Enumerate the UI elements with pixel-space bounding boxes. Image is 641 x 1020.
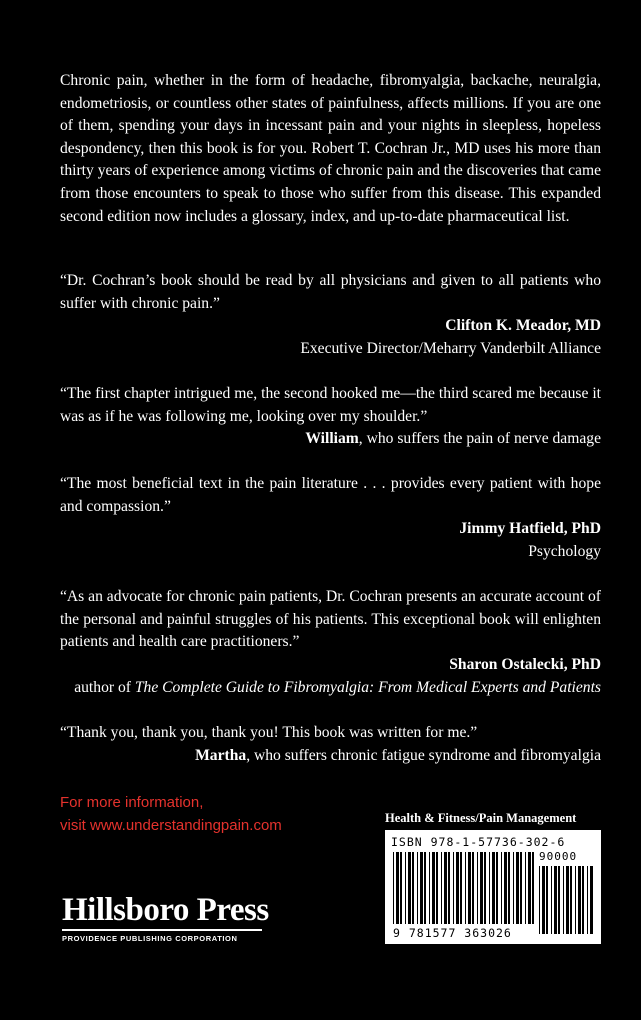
barcode-bar <box>400 852 402 924</box>
barcode-bar <box>566 866 569 934</box>
barcode-bar <box>587 866 588 934</box>
quote-author <box>449 654 601 677</box>
quote-author <box>459 518 601 541</box>
barcode-bar <box>554 866 557 934</box>
barcode-bar <box>477 852 478 924</box>
barcode-bar <box>460 852 462 924</box>
barcode-bar <box>542 866 545 934</box>
barcode-bar <box>504 852 507 924</box>
barcode-bar <box>420 852 423 924</box>
author-name: Sharon Ostalecki, PhD <box>449 656 601 673</box>
barcode-bar <box>408 852 411 924</box>
barcode-bar <box>472 852 474 924</box>
more-info <box>60 792 282 837</box>
quote-author-role <box>74 677 601 700</box>
quote-author-role: Psychology <box>528 543 601 560</box>
barcode-bar <box>578 866 581 934</box>
barcode-bar <box>539 866 540 934</box>
book-description: Chronic pain, whether in the form of headache, fibromyalgia, backache, neuralgia, endometriosis, or countless other states of painfulness, affects millions. If you are one of them, spending your days in incessant pain and your nights in sleepless, hopeless despondency, then this book is for you. Robert T. Cochran Jr., MD uses his more than thirty years of experience among victims of chronic pain and the discoveries that came from those encounters to speak to those who suffer from this disease. This expanded second edition now includes a glossary, index, and up-to-date pharmaceutical list. <box>60 72 601 225</box>
barcode-bar <box>501 852 502 924</box>
book-category: Health & Fitness/Pain Management <box>385 811 577 825</box>
barcode-bar <box>429 852 430 924</box>
author-role: , who suffers chronic fatigue syndrome and fibromyalgia <box>246 747 601 764</box>
barcode-bar <box>432 852 435 924</box>
quote-author <box>305 428 601 451</box>
barcode-bar <box>525 852 526 924</box>
barcode-bar <box>551 866 552 934</box>
barcode-bar <box>453 852 454 924</box>
barcode-bar <box>484 852 486 924</box>
barcode-bar <box>575 866 576 934</box>
barcode-bar <box>516 852 519 924</box>
barcode-bar <box>492 852 495 924</box>
quote-text: “The most beneficial text in the pain literature . . . provides every patient with hope and compassion.” <box>60 475 601 515</box>
publisher-subtitle: PROVIDENCE PUBLISHING CORPORATION <box>62 934 238 943</box>
quote-author <box>195 745 601 768</box>
barcode-bar <box>532 852 534 924</box>
barcode-bar <box>489 852 490 924</box>
quote-text: “Dr. Cochran’s book should be read by all physicians and given to all patients who suffer with chronic pain.” <box>60 272 601 312</box>
barcode-bar <box>436 852 438 924</box>
barcode-bar <box>417 852 418 924</box>
isbn-text: ISBN 978-1-57736-302-6 <box>391 835 566 849</box>
logo-divider <box>62 929 262 931</box>
author-name: Jimmy Hatfield, PhD <box>459 520 601 537</box>
barcode-bar <box>456 852 459 924</box>
book-title-reference: The Complete Guide to Fibromyalgia: From Medical Experts and Patients <box>134 679 601 696</box>
quote-author <box>445 315 601 338</box>
quote-text: “The first chapter intrigued me, the second hooked me—the third scared me because it was as if he was following me, looking over my shoulder.” <box>60 385 601 425</box>
barcode-bar <box>424 852 426 924</box>
barcode-bar <box>546 866 548 934</box>
barcode-bar <box>513 852 514 924</box>
barcode-bar <box>444 852 447 924</box>
author-name: Clifton K. Meador, MD <box>445 317 601 334</box>
barcode-bar <box>405 852 406 924</box>
author-name: William <box>305 430 359 447</box>
barcode-bar <box>448 852 450 924</box>
author-name: Martha <box>195 747 247 764</box>
barcode-bar <box>590 866 593 934</box>
barcode-bar <box>582 866 584 934</box>
barcode-bar <box>528 852 531 924</box>
barcode-bar <box>563 866 564 934</box>
barcode-bar <box>558 866 560 934</box>
barcode-bar <box>468 852 471 924</box>
barcode-bar <box>496 852 498 924</box>
author-role-prefix: author of <box>74 679 135 696</box>
barcode-bar <box>396 852 399 924</box>
author-role: , who suffers the pain of nerve damage <box>358 430 601 447</box>
barcode-bar <box>520 852 522 924</box>
barcode-bar <box>465 852 466 924</box>
publisher-logo <box>62 893 269 943</box>
quote-text: “As an advocate for chronic pain patients, Dr. Cochran presents an accurate account of the personal and painful struggles of his patients. This exceptional book will enlighten patients and health care practitioners.” <box>60 588 601 651</box>
info-line: For more information, <box>60 794 204 811</box>
barcode-digits: 9 781577 363026 <box>393 926 512 940</box>
publisher-name: Hillsboro Press <box>62 892 269 928</box>
quote-text: “Thank you, thank you, thank you! This book was written for me.” <box>60 724 478 741</box>
website-link[interactable]: visit www.understandingpain.com <box>60 816 282 834</box>
barcode-bar <box>412 852 414 924</box>
barcode-bar <box>508 852 510 924</box>
price-code: 90000 <box>539 850 578 863</box>
isbn-barcode <box>385 830 601 944</box>
barcode-bar <box>570 866 572 934</box>
barcode-bar <box>441 852 442 924</box>
barcode-bar <box>480 852 483 924</box>
barcode-bar <box>393 852 394 924</box>
quote-author-role: Executive Director/Meharry Vanderbilt Alliance <box>300 340 601 357</box>
